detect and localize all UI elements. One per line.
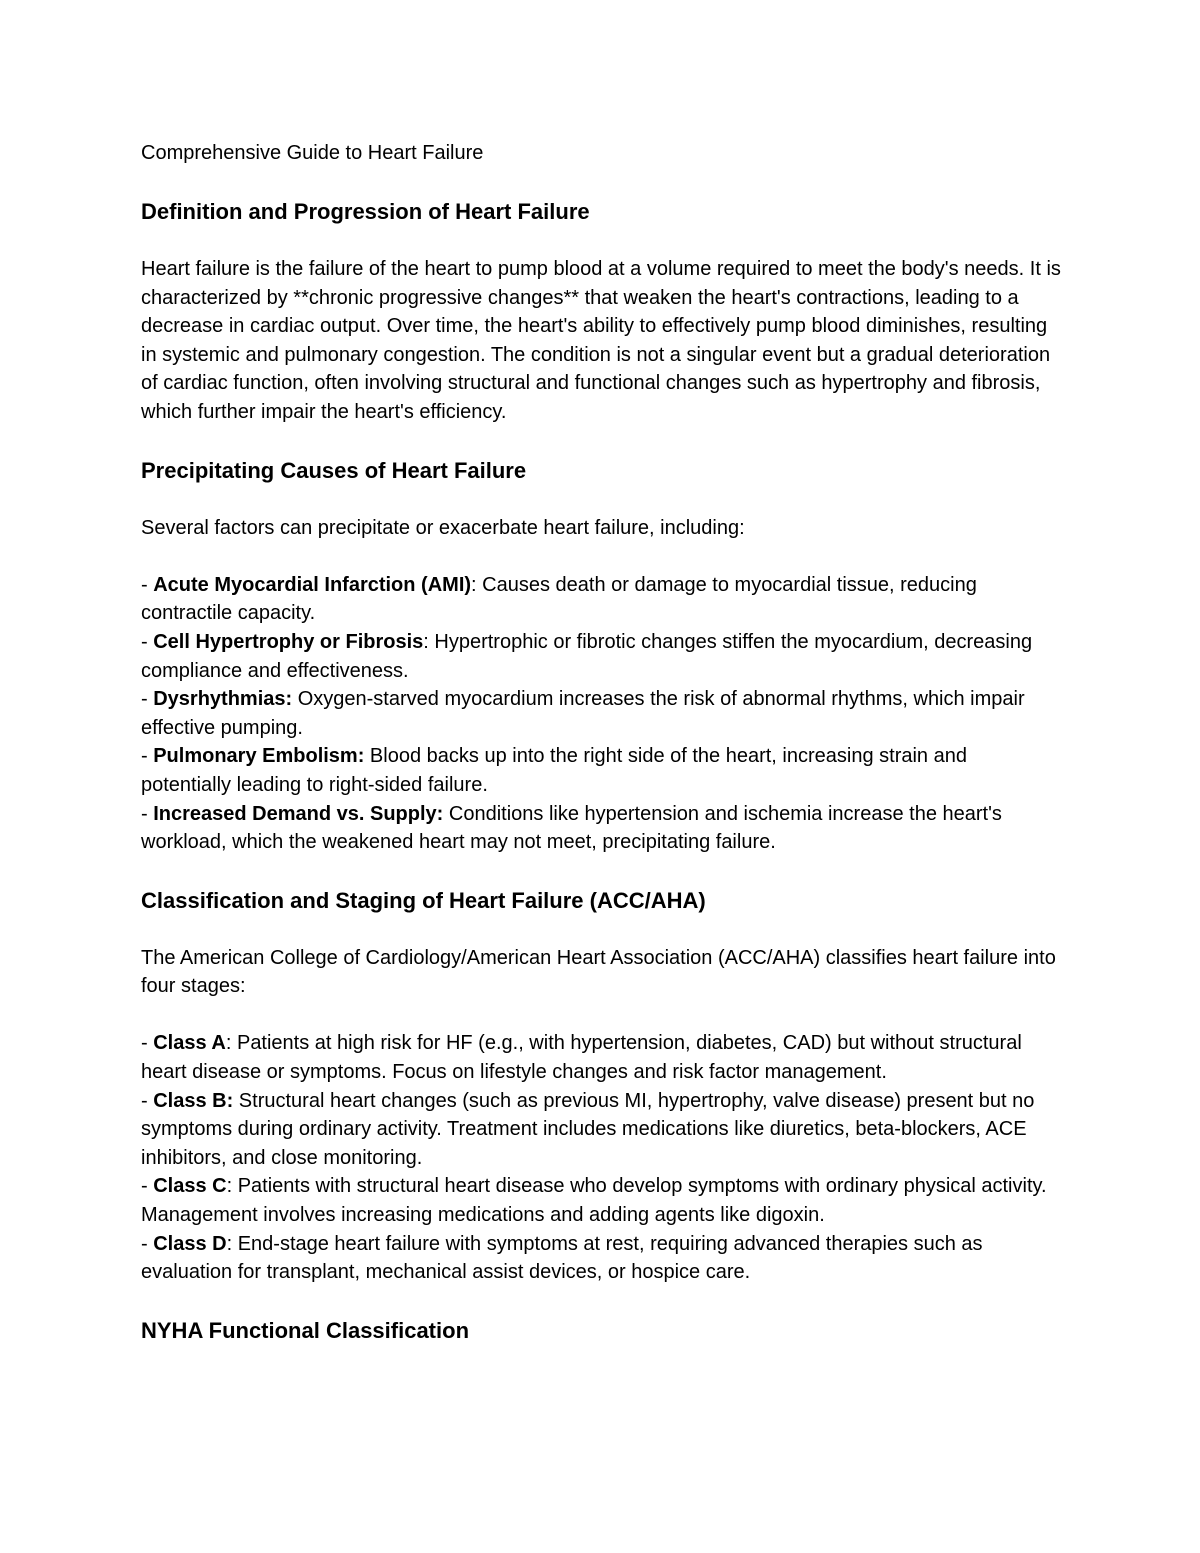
classification-intro: The American College of Cardiology/American Heart Association (ACC/AHA) classifies heart failure into four stages: bbox=[141, 946, 1056, 998]
list-item: - Acute Myocardial Infarction (AMI): Causes death or damage to myocardial tissue, reducing contractile capacity. bbox=[141, 573, 977, 625]
document-title: Comprehensive Guide to Heart Failure bbox=[141, 142, 484, 164]
heading-nyha: NYHA Functional Classification bbox=[141, 1317, 470, 1343]
heading-definition: Definition and Progression of Heart Failure bbox=[141, 199, 590, 224]
heading-classification: Classification and Staging of Heart Failure (ACC/AHA) bbox=[141, 887, 706, 913]
definition-paragraph: Heart failure is the failure of the heart to pump blood at a volume required to meet the body's needs. It is characterized by **chronic progressive changes** that weaken the heart's contractions, leading to a decrease in cardiac output. Over time, the heart's ability to effectively pump blood diminishes, resulting in systemic and pulmonary congestion. The condition is not a singular event but a gradual deterioration of cardiac function, often involving structural and functional changes such as hypertrophy and fibrosis, which further impair the heart's efficiency. bbox=[141, 258, 1061, 423]
heading-causes: Precipitating Causes of Heart Failure bbox=[141, 457, 527, 483]
list-item: - Dysrhythmias: Oxygen-starved myocardium increases the risk of abnormal rhythms, which impair effective pumping. bbox=[141, 688, 1025, 739]
list-item: - Class D: End-stage heart failure with symptoms at rest, requiring advanced therapies such as evaluation for transplant, mechanical assist devices, or hospice care. bbox=[141, 1232, 983, 1284]
list-item: - Cell Hypertrophy or Fibrosis: Hypertrophic or fibrotic changes stiffen the myocardium, decreasing compliance and effectiveness. bbox=[141, 630, 1033, 682]
list-item: - Class C: Patients with structural heart disease who develop symptoms with ordinary physical activity. Management involves increasing medications and adding agents like digoxin. bbox=[141, 1175, 1047, 1227]
document-page bbox=[141, 139, 1061, 1345]
list-item: - Increased Demand vs. Supply: Conditions like hypertension and ischemia increase the heart's workload, which the weakened heart may not meet, precipitating failure. bbox=[141, 802, 1002, 854]
list-item: - Class B: Structural heart changes (such as previous MI, hypertrophy, valve disease) present but no symptoms during ordinary activity. Treatment includes medications like diuretics, beta-blockers, ACE inhibitors, and close monitoring. bbox=[141, 1089, 1035, 1169]
list-item: - Pulmonary Embolism: Blood backs up into the right side of the heart, increasing strain and potentially leading to right-sided failure. bbox=[141, 745, 967, 796]
causes-intro: Several factors can precipitate or exacerbate heart failure, including: bbox=[141, 516, 745, 539]
causes-list bbox=[141, 571, 1061, 857]
list-item: - Class A: Patients at high risk for HF (e.g., with hypertension, diabetes, CAD) but without structural heart disease or symptoms. Focus on lifestyle changes and risk factor management. bbox=[141, 1032, 1022, 1084]
classification-list bbox=[141, 1029, 1061, 1286]
